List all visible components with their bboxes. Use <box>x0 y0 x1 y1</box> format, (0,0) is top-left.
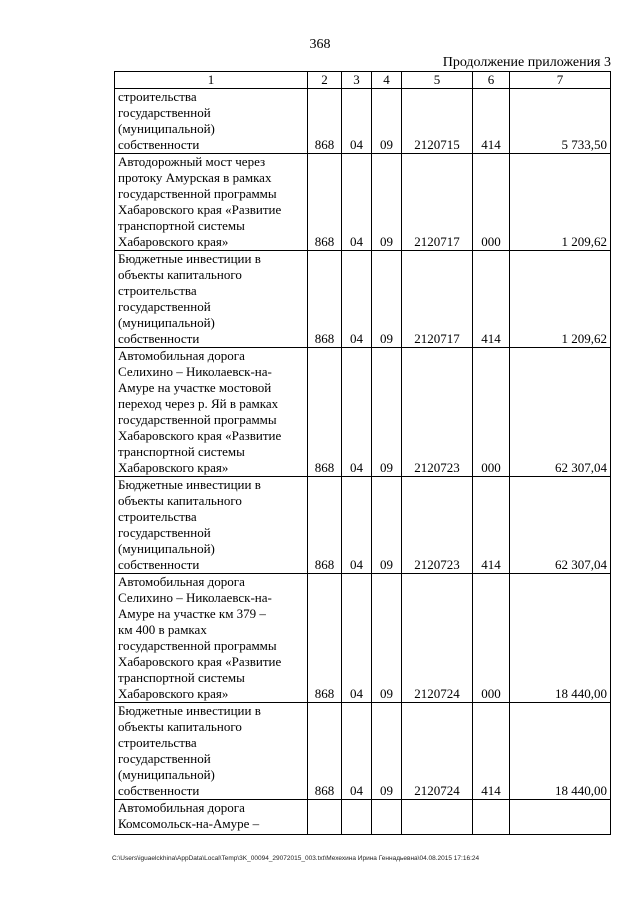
section-code-cell: 04 <box>342 703 372 800</box>
amount-cell: 1 209,62 <box>510 251 611 348</box>
row-name-cell <box>115 574 308 703</box>
header-col-2: 2 <box>308 72 342 89</box>
ministry-code-cell: 868 <box>308 251 342 348</box>
name-line: (муниципальной) <box>118 121 215 136</box>
name-line: собственности <box>118 331 200 346</box>
name-line: Автомобильная дорога <box>118 574 245 589</box>
name-line: объекты капитального <box>118 267 242 282</box>
name-line: Автомобильная дорога <box>118 348 245 363</box>
row-name-cell <box>115 348 308 477</box>
row-name-cell <box>115 251 308 348</box>
subsection-code-cell: 09 <box>372 89 402 154</box>
ministry-code-cell: 868 <box>308 348 342 477</box>
page-number: 368 <box>309 37 331 52</box>
table-row <box>115 154 611 251</box>
name-line: протоку Амурская в рамках <box>118 170 272 185</box>
expense-type-code-cell: 414 <box>473 477 510 574</box>
expense-type-code-cell: 414 <box>473 703 510 800</box>
row-name-cell <box>115 154 308 251</box>
name-line: строительства <box>118 89 197 104</box>
name-line: Хабаровского края» <box>118 686 229 701</box>
table-row <box>115 477 611 574</box>
name-line: (муниципальной) <box>118 541 215 556</box>
expense-type-code-cell: 000 <box>473 574 510 703</box>
section-code-cell: 04 <box>342 251 372 348</box>
name-line: Автодорожный мост через <box>118 154 266 169</box>
amount-cell: 62 307,04 <box>510 477 611 574</box>
header-col-5: 5 <box>402 72 473 89</box>
name-line: государственной <box>118 751 211 766</box>
expense-type-code-cell: 000 <box>473 348 510 477</box>
subsection-code-cell: 09 <box>372 348 402 477</box>
table-row <box>115 251 611 348</box>
empty-cell <box>372 800 402 835</box>
empty-cell <box>342 800 372 835</box>
subsection-code-cell: 09 <box>372 251 402 348</box>
amount-cell: 5 733,50 <box>510 89 611 154</box>
expense-type-code-cell: 414 <box>473 89 510 154</box>
name-line: собственности <box>118 783 200 798</box>
ministry-code-cell: 868 <box>308 703 342 800</box>
budget-table <box>114 71 611 835</box>
amount-cell: 18 440,00 <box>510 703 611 800</box>
name-line: Селихино – Николаевск-на- <box>118 364 272 379</box>
header-col-1: 1 <box>115 72 308 89</box>
name-line: Комсомольск-на-Амуре – <box>118 816 260 831</box>
subsection-code-cell: 09 <box>372 703 402 800</box>
header-col-3: 3 <box>342 72 372 89</box>
empty-cell <box>308 800 342 835</box>
name-line: Бюджетные инвестиции в <box>118 703 261 718</box>
table-header-row <box>115 72 611 89</box>
amount-cell: 1 209,62 <box>510 154 611 251</box>
header-col-6: 6 <box>473 72 510 89</box>
row-name-cell <box>115 703 308 800</box>
subsection-code-cell: 09 <box>372 154 402 251</box>
name-line: Автомобильная дорога <box>118 800 245 815</box>
section-code-cell: 04 <box>342 154 372 251</box>
target-article-code-cell: 2120717 <box>402 154 473 251</box>
ministry-code-cell: 868 <box>308 477 342 574</box>
header-col-4: 4 <box>372 72 402 89</box>
name-line: транспортной системы <box>118 670 245 685</box>
expense-type-code-cell: 414 <box>473 251 510 348</box>
table-row <box>115 89 611 154</box>
ministry-code-cell: 868 <box>308 574 342 703</box>
name-line: собственности <box>118 137 200 152</box>
row-name-cell <box>115 477 308 574</box>
name-line: собственности <box>118 557 200 572</box>
name-line: Хабаровского края «Развитие <box>118 428 282 443</box>
amount-cell: 62 307,04 <box>510 348 611 477</box>
section-code-cell: 04 <box>342 477 372 574</box>
name-line: Селихино – Николаевск-на- <box>118 590 272 605</box>
subsection-code-cell: 09 <box>372 477 402 574</box>
name-line: Амуре на участке км 379 – <box>118 606 266 621</box>
ministry-code-cell: 868 <box>308 89 342 154</box>
file-path-footer: C:\Users\iguaelckhina\AppData\Local\Temp\3K_00094_29072015_003.txt\Мехехина Ирина Геннадьевна\04.08.2015 17:16:24 <box>112 855 480 862</box>
target-article-code-cell: 2120724 <box>402 703 473 800</box>
name-line: км 400 в рамках <box>118 622 207 637</box>
header-col-7: 7 <box>510 72 611 89</box>
ministry-code-cell: 868 <box>308 154 342 251</box>
name-line: государственной <box>118 525 211 540</box>
empty-cell <box>402 800 473 835</box>
expense-type-code-cell: 000 <box>473 154 510 251</box>
amount-cell: 18 440,00 <box>510 574 611 703</box>
name-line: Хабаровского края «Развитие <box>118 654 282 669</box>
section-code-cell: 04 <box>342 574 372 703</box>
empty-cell <box>510 800 611 835</box>
name-line: Бюджетные инвестиции в <box>118 251 261 266</box>
target-article-code-cell: 2120717 <box>402 251 473 348</box>
target-article-code-cell: 2120724 <box>402 574 473 703</box>
empty-cell <box>473 800 510 835</box>
name-line: (муниципальной) <box>118 315 215 330</box>
name-line: Хабаровского края» <box>118 460 229 475</box>
section-code-cell: 04 <box>342 348 372 477</box>
name-line: Хабаровского края» <box>118 234 229 249</box>
continuation-label: Продолжение приложения 3 <box>442 55 611 70</box>
table-row <box>115 800 611 835</box>
name-line: объекты капитального <box>118 493 242 508</box>
target-article-code-cell: 2120723 <box>402 348 473 477</box>
target-article-code-cell: 2120715 <box>402 89 473 154</box>
name-line: государственной <box>118 105 211 120</box>
row-name-cell <box>115 89 308 154</box>
table-row <box>115 574 611 703</box>
row-name-cell <box>115 800 308 835</box>
name-line: (муниципальной) <box>118 767 215 782</box>
name-line: Хабаровского края «Развитие <box>118 202 282 217</box>
section-code-cell: 04 <box>342 89 372 154</box>
name-line: строительства <box>118 283 197 298</box>
name-line: строительства <box>118 735 197 750</box>
name-line: транспортной системы <box>118 444 245 459</box>
name-line: переход через р. Яй в рамках <box>118 396 279 411</box>
name-line: транспортной системы <box>118 218 245 233</box>
table-row <box>115 348 611 477</box>
name-line: Бюджетные инвестиции в <box>118 477 261 492</box>
table-row <box>115 703 611 800</box>
table-body <box>115 89 611 835</box>
name-line: объекты капитального <box>118 719 242 734</box>
name-line: государственной программы <box>118 638 277 653</box>
name-line: государственной <box>118 299 211 314</box>
target-article-code-cell: 2120723 <box>402 477 473 574</box>
name-line: государственной программы <box>118 186 277 201</box>
name-line: государственной программы <box>118 412 277 427</box>
name-line: строительства <box>118 509 197 524</box>
subsection-code-cell: 09 <box>372 574 402 703</box>
name-line: Амуре на участке мостовой <box>118 380 272 395</box>
